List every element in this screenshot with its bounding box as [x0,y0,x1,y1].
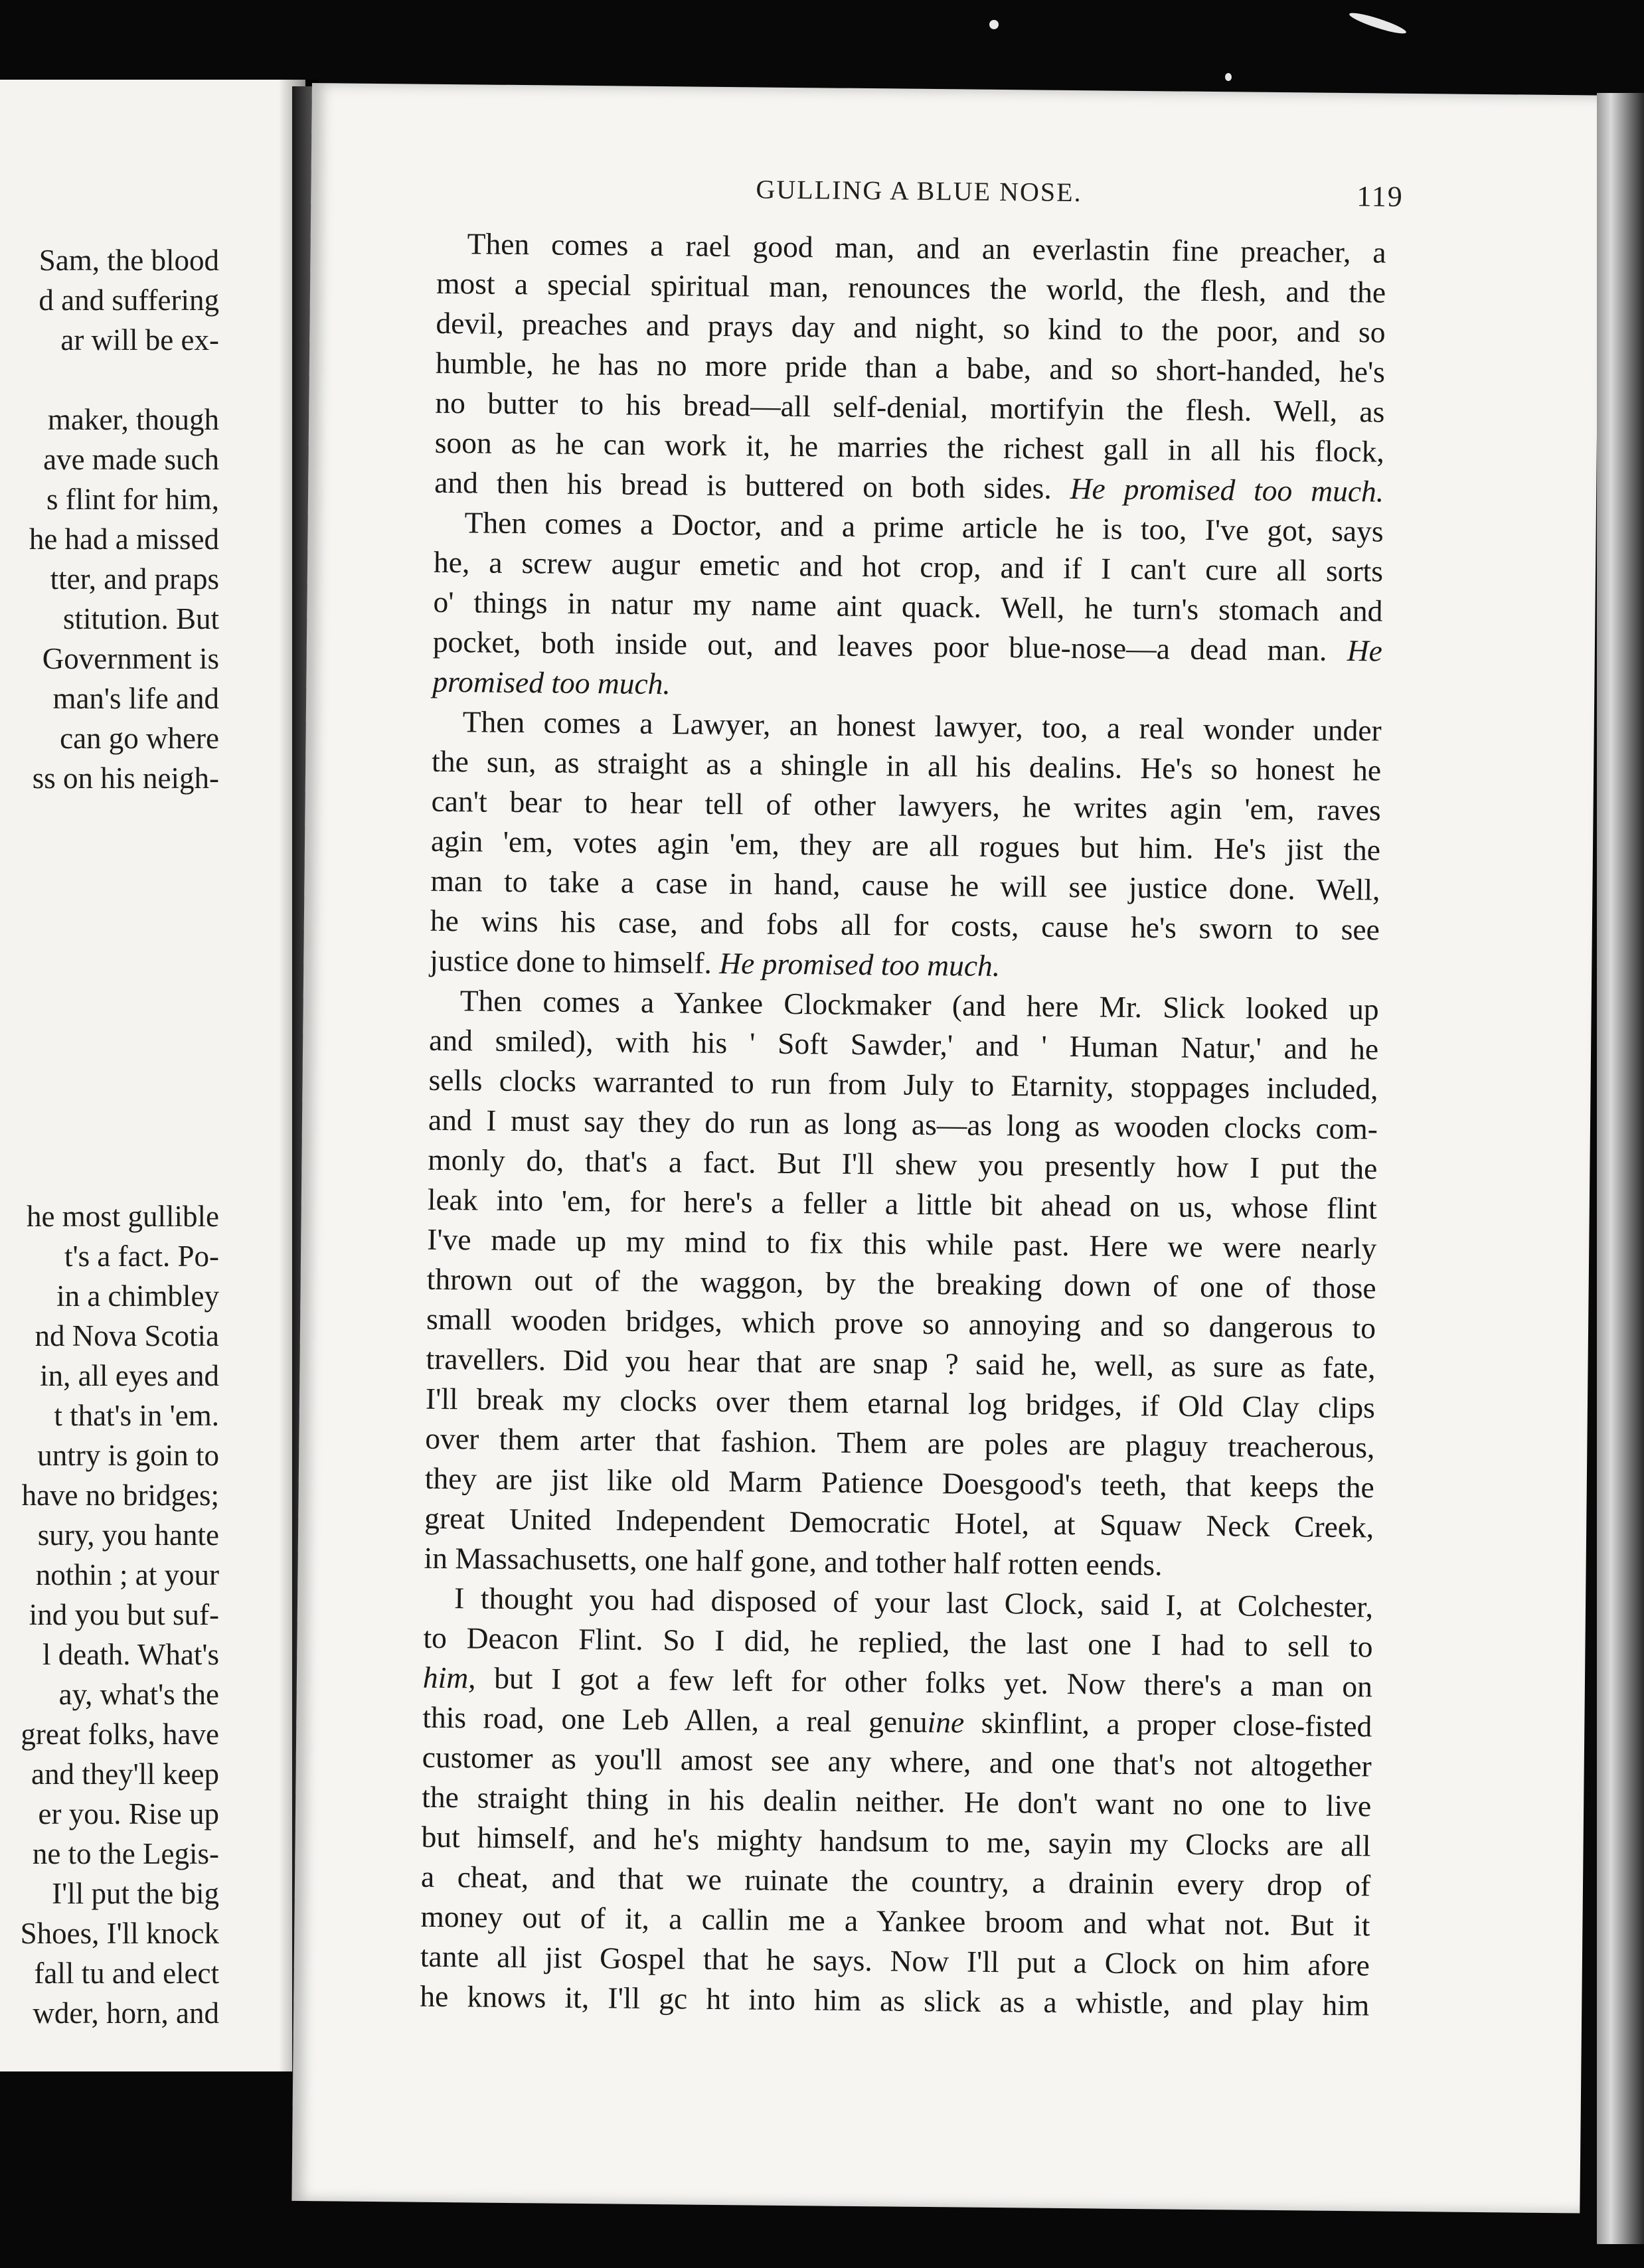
text-run: and then his bread is buttered on both sides. [434,465,1070,505]
left-page-line [21,1037,219,1077]
right-page [291,83,1600,2213]
left-page-line [21,838,219,878]
left-page-line [21,997,219,1037]
left-page-line: wder, horn, and [33,1996,219,2030]
left-page-line: ar will be ex- [60,323,219,357]
page-edge-shadow [1597,93,1644,2244]
left-page-line: he most gullible [27,1200,219,1233]
text-run: skinflint, a proper close-fisted [964,1705,1372,1743]
text-run: tante all jist Gospel that he says. Now I'll put a Clock on him afore [420,1939,1370,1983]
text-run: soon as he can work it, he marries the richest gall in all his flock, [434,425,1384,469]
text-run: this road, one Leb Allen, a real genu [422,1700,928,1740]
text-run: no butter to his bread—all self-denial, mortifyin the flesh. Well, as [435,385,1385,429]
scan-speck [989,20,999,29]
text-run: the sun, as straight as a shingle in all his dealins. He's so honest he [431,744,1382,787]
text-line [420,1977,1370,2026]
text-run: he, a screw augur emetic and hot crop, and if I can't cure all sorts [433,544,1384,588]
text-run: to Deacon Flint. So I did, he replied, the last one I had to sell to [423,1620,1373,1664]
left-page-line [21,918,219,957]
text-run: but I got a few left for other folks yet. Now there's a man on [475,1660,1373,1704]
italic-text-run: He promised too much. [719,945,1001,983]
left-page-line: maker, though [47,403,219,436]
italic-text-run: ine [927,1705,965,1740]
text-run: customer as you'll amost see any where, and one that's not altogether [422,1740,1372,1783]
left-page-line: ss on his neigh- [32,762,219,795]
left-page-line: Government is [42,642,219,675]
left-page-line: ave made such [43,443,219,476]
running-title: GULLING A BLUE NOSE. [756,174,1082,208]
left-page-line: I'll put the big [52,1877,219,1910]
text-run: they are jist like old Marm Patience Doesgood's teeth, that keeps the [424,1461,1375,1504]
left-page-line: and they'll keep [31,1757,219,1791]
text-run: pocket, both inside out, and leaves poor blue-nose—a dead man. [432,624,1348,668]
text-run: a cheat, and that we ruinate the country, a drainin every drop of [420,1859,1371,1903]
italic-text-run: promised too much. [432,664,671,701]
text-run: sells clocks warranted to run from July to Etarnity, stoppages included, [428,1062,1378,1106]
text-run: agin 'em, votes agin 'em, they are all rogues but him. He's jist the [430,823,1381,867]
left-page-line: t that's in 'em. [54,1399,219,1432]
left-page-line: Sam, the blood [39,244,219,277]
left-page-line [21,957,219,997]
text-run: devil, preaches and prays day and night, so kind to the poor, and so [436,305,1386,349]
left-page-line: Shoes, I'll knock [20,1917,219,1950]
text-run: I'll break my clocks over them etarnal log bridges, if Old Clay clips [425,1381,1376,1425]
left-page-line [21,798,219,838]
left-page-line: great folks, have [21,1718,219,1751]
text-run: he wins his case, and fobs all for costs, cause he's sworn to see [430,903,1380,947]
italic-text-run: He [1347,633,1383,668]
text-run: o' things in natur my name aint quack. Well, he turn's stomach and [433,584,1383,628]
text-run: Then comes a Doctor, and a prime article he is too, I've got, says [464,505,1384,548]
left-page-line [21,1117,219,1157]
left-page-line [21,1157,219,1196]
left-page-line: he had a missed [29,523,219,556]
italic-text-run: him, [422,1660,476,1695]
left-page-line: sury, you hante [37,1518,219,1552]
left-page-line: stitution. But [62,602,219,635]
text-run: can't bear to hear tell of other lawyers, he writes agin 'em, raves [431,783,1381,827]
text-run: great United Independent Democratic Hotel, at Squaw Neck Creek, [424,1500,1374,1544]
text-run: he knows it, I'll gc ht into him as slick as a whistle, and play him [420,1979,1370,2022]
text-run: but himself, and he's mighty handsum to me, sayin my Clocks are all [421,1819,1371,1863]
text-run: man to take a case in hand, cause he will see justice done. Well, [430,863,1380,907]
text-run: travellers. Did you hear that are snap ? said he, well, as sure as fate, [426,1341,1376,1385]
italic-text-run: He promised too much. [1070,471,1384,509]
left-page-line: nothin ; at your [35,1558,219,1591]
text-run: most a special spiritual man, renounces the world, the flesh, and the [436,266,1386,309]
text-run: justice done to himself. [430,943,720,980]
scan-speck [1348,9,1408,37]
text-run: the straight thing in his dealin neither. He don't want no one to live [421,1779,1372,1823]
text-run: and smiled), with his ' Soft Sawder,' and ' Human Natur,' and he [428,1022,1379,1066]
left-page-line [21,878,219,918]
text-run: and I must say they do run as long as—as long as wooden clocks com- [428,1102,1378,1146]
left-page-text [21,240,219,2033]
text-run: Then comes a Lawyer, an honest lawyer, too, a real wonder under [462,704,1382,748]
left-page-line: ay, what's the [58,1678,219,1711]
left-page-line: in a chimbley [56,1279,219,1313]
facing-left-page [0,80,305,2071]
left-page-line: ne to the Legis- [32,1837,219,1870]
left-page-line: can go where [60,722,219,755]
left-page-line: in, all eyes and [40,1359,219,1392]
left-page-line: fall tu and elect [34,1957,219,1990]
text-run: money out of it, a callin me a Yankee broom and what not. But it [420,1899,1370,1943]
running-head [311,169,1599,222]
text-run: over them arter that fashion. Them are poles are plaguy treacherous, [425,1421,1375,1465]
text-run: thrown out of the waggon, by the breaking down of one of those [426,1261,1376,1305]
text-run: monly do, that's a fact. But I'll shew you presently how I put the [428,1142,1378,1186]
text-run: in Massachusetts, one half gone, and tother half rotten eends. [424,1540,1163,1582]
left-page-line: er you. Rise up [38,1797,219,1830]
left-page-line [21,360,219,400]
text-run: I thought you had disposed of your last Clock, said I, at Colchester, [453,1581,1374,1624]
left-page-line: man's life and [52,682,219,715]
text-run: small wooden bridges, which prove so annoying and so dangerous to [426,1301,1376,1345]
left-page-line [21,1077,219,1117]
left-page-line: ind you but suf- [29,1598,219,1631]
text-run: Then comes a rael good man, and an everlastin fine preacher, a [467,226,1386,270]
left-page-line: t's a fact. Po- [64,1240,219,1273]
text-run: leak into 'em, for here's a feller a little bit ahead on us, whose flint [427,1182,1378,1226]
page-number: 119 [1356,180,1404,213]
text-run: I've made up my mind to fix this while past. Here we were nearly [427,1222,1377,1265]
left-page-line: s flint for him, [46,483,219,516]
page-body-text [420,224,1386,2026]
left-page-line: d and suffering [39,284,219,317]
text-run: humble, he has no more pride than a babe, and so short-handed, he's [435,345,1386,389]
left-page-line: nd Nova Scotia [35,1319,219,1352]
left-page-line: tter, and praps [50,562,219,596]
left-page-line: untry is goin to [37,1439,219,1472]
text-run: Then comes a Yankee Clockmaker (and here Mr. Slick looked up [459,983,1379,1026]
scan-speck [1225,73,1232,81]
left-page-line: have no bridges; [21,1479,219,1512]
left-page-line: l death. What's [42,1638,219,1671]
